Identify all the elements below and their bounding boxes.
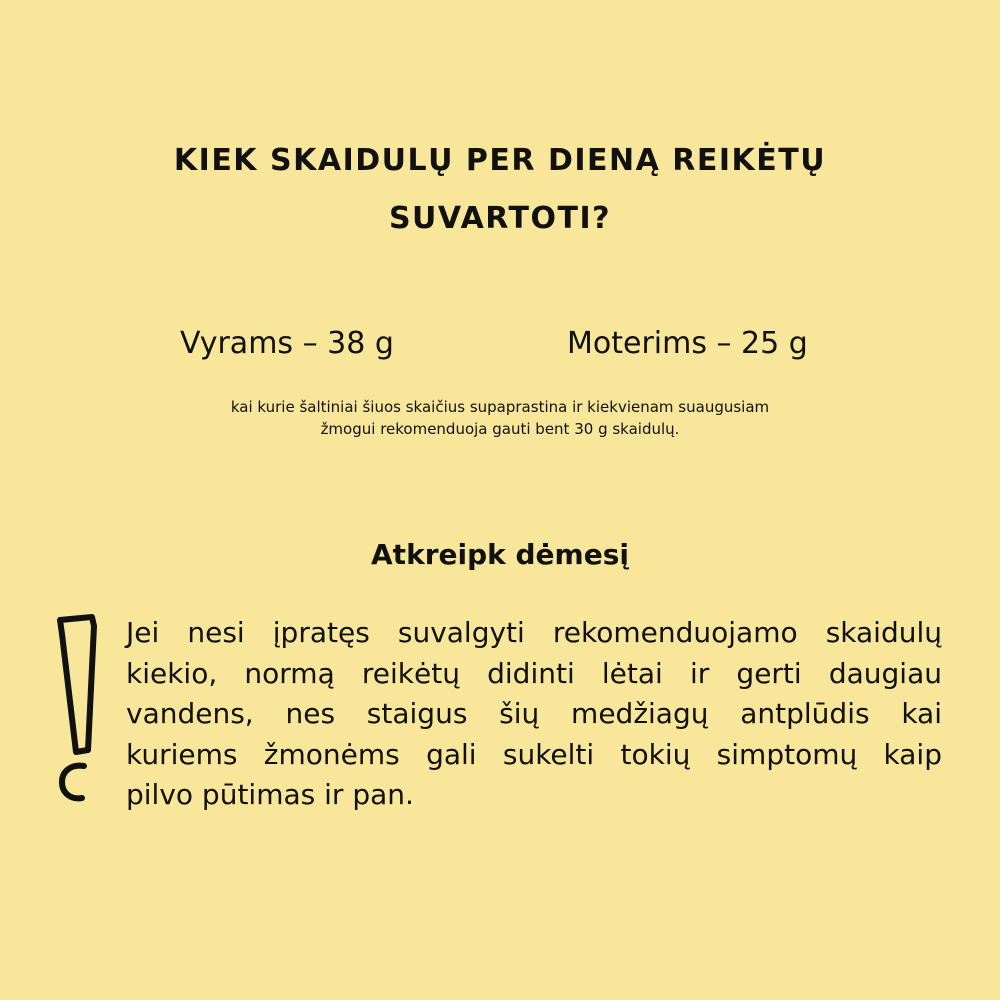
attention-line-5: pilvo pūtimas ir pan.: [126, 778, 414, 811]
attention-body: [126, 613, 942, 816]
page-title-line-1: KIEK SKAIDULŲ PER DIENĄ REIKĖTŲ: [173, 143, 827, 178]
women-fiber-amount: Moterims – 25 g: [567, 326, 808, 361]
men-fiber-amount: Vyrams – 38 g: [180, 326, 394, 361]
attention-line-4: kuriems žmonėms gali sukelti tokių simptomų kaip: [126, 737, 942, 771]
page-title: [100, 132, 900, 248]
exclamation-mark-icon: [50, 612, 114, 804]
note-line-2: žmogui rekomenduoja gauti bent 30 g skaidulų.: [320, 420, 680, 438]
attention-line-1: Jei nesi įpratęs suvalgyti rekomenduojamo skaidulų: [126, 616, 942, 649]
note-line-1: kai kurie šaltiniai šiuos skaičius supaprastina ir kiekvienam suaugusiam: [230, 398, 770, 416]
page-title-line-2: SUVARTOTI?: [388, 201, 612, 236]
attention-line-2: kiekio, normą reikėtų didinti lėtai ir gerti daugiau: [126, 656, 942, 690]
attention-line-3: vandens, nes staigus šių medžiagų antplūdis kai: [126, 697, 942, 730]
simplification-note: [150, 396, 850, 440]
attention-heading: Atkreipk dėmesį: [371, 538, 629, 571]
